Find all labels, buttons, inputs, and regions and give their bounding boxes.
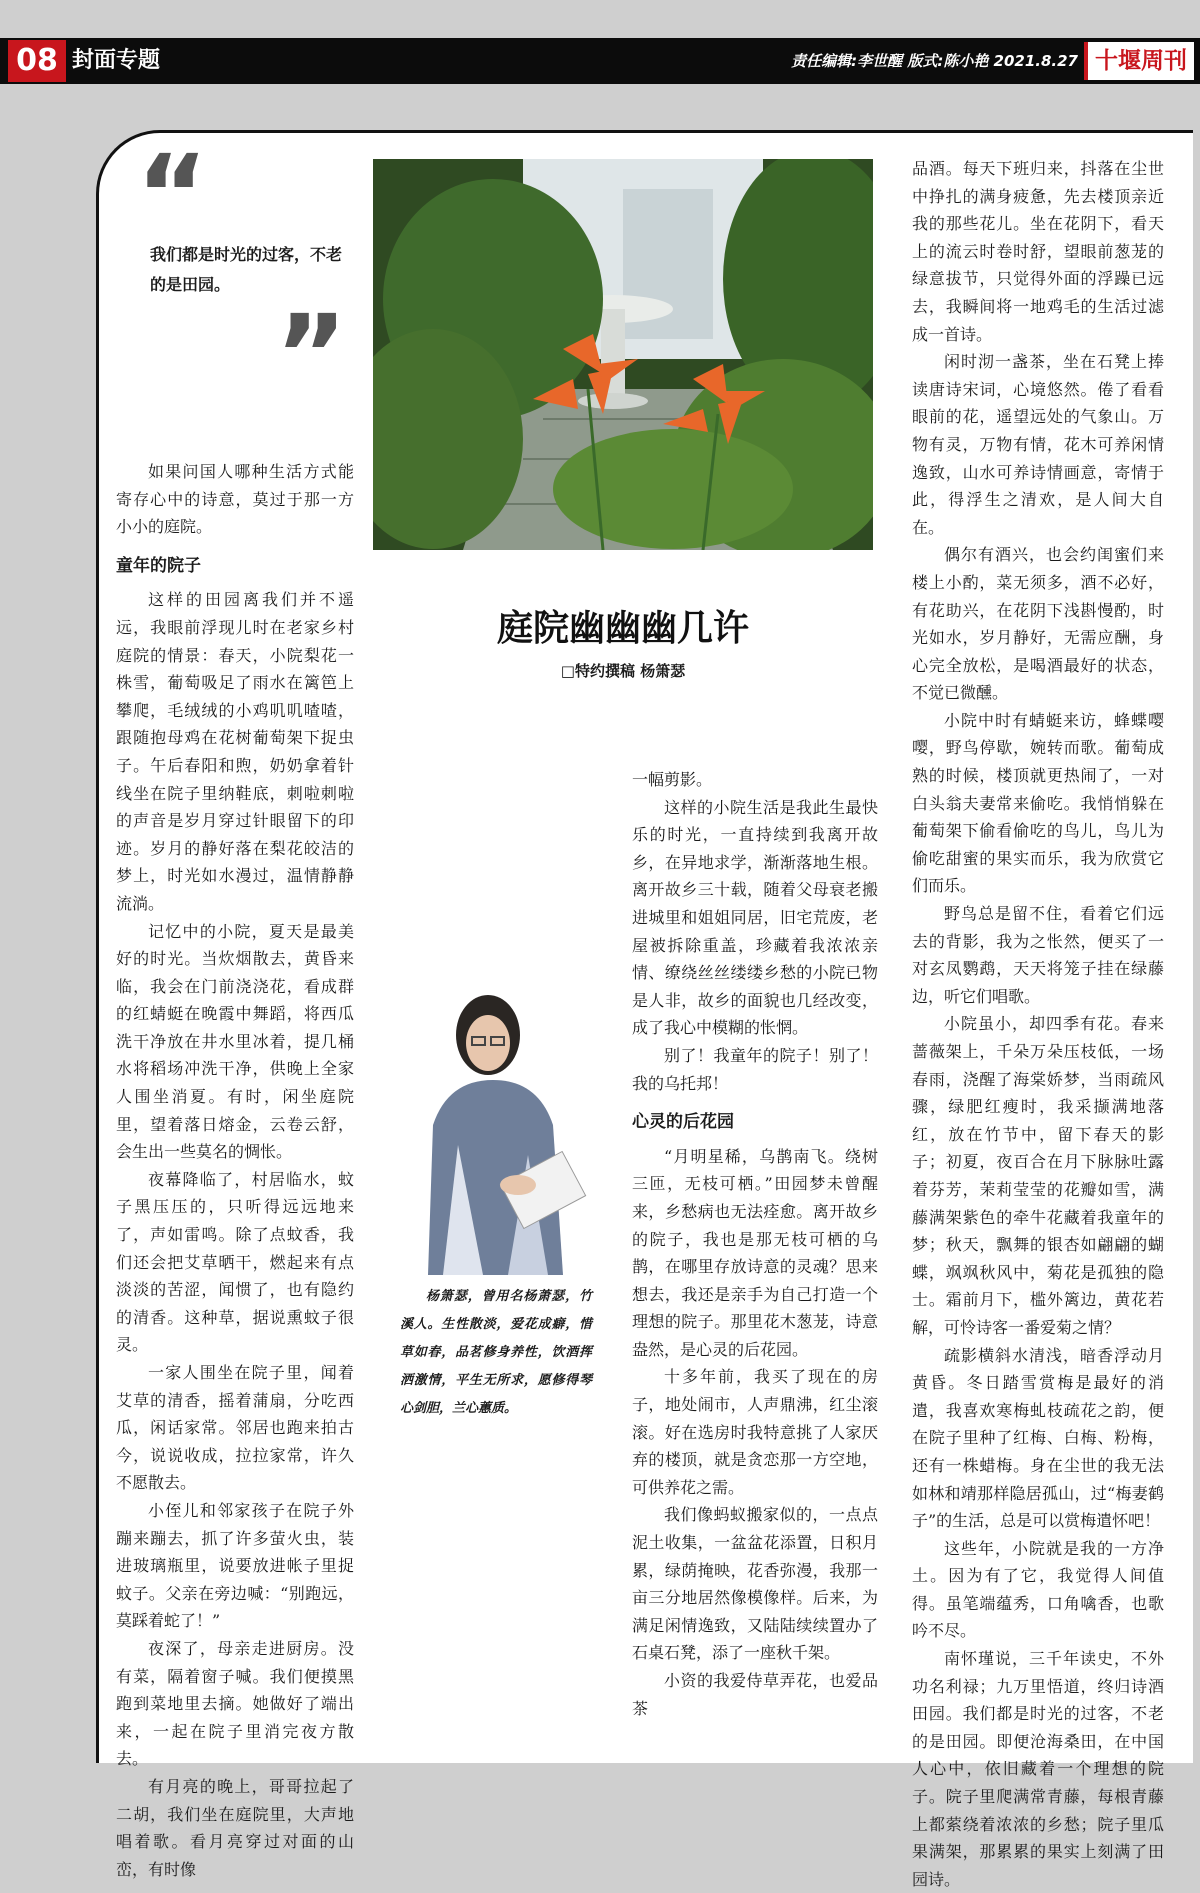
column-2 bbox=[632, 766, 878, 1722]
paragraph: 别了！我童年的院子！别了！我的乌托邦！ bbox=[632, 1045, 878, 1093]
paragraph: 疏影横斜水清浅，暗香浮动月黄昏。冬日踏雪赏梅是最好的消遣，我喜欢寒梅虬枝疏花之韵，便在院子里种了红梅、白梅、粉梅，还有一株蜡梅。身在尘世的我无法如林和靖那样隐居孤山，过“梅妻鹤子”的生活，总是可以赏梅遣怀吧！ bbox=[912, 1345, 1164, 1531]
paragraph: 偶尔有酒兴，也会约闺蜜们来楼上小酌，菜无须多，酒不必好，有花助兴，在花阴下浅斟慢酌，时光如水，岁月静好，无需应酬，身心完全放松，是喝酒最好的状态，不觉已微醺。 bbox=[912, 545, 1164, 703]
column-3 bbox=[912, 155, 1164, 1893]
article-byline: □特约撰稿 杨箫瑟 bbox=[560, 662, 686, 680]
paragraph: 小侄儿和邻家孩子在院子外蹦来蹦去，抓了许多萤火虫，装进玻璃瓶里，说要放进帐子里捉蚊子。父亲在旁边喊：“别跑远，莫踩着蛇了！” bbox=[116, 1500, 354, 1631]
paragraph: 这样的小院生活是我此生最快乐的时光，一直持续到我离开故乡，在异地求学，渐渐落地生根。离开故乡三十载，随着父母衰老搬进城里和姐姐同居，旧宅荒废，老屋被拆除重盖，珍藏着我浓浓亲情、缭绕丝丝缕缕乡愁的小院已物是人非，故乡的面貌也几经改变，成了我心中模糊的怅惘。 bbox=[632, 797, 878, 1038]
intro-paragraph: 如果问国人哪种生活方式能寄存心中的诗意，莫过于那一方小小的庭院。 bbox=[116, 462, 354, 537]
brand-logo: 十堰周刊 bbox=[1088, 42, 1194, 80]
paragraph: 一家人围坐在院子里，闻着艾草的清香，摇着蒲扇，分吃西瓜，闲话家常。邻居也跑来拍古今，说说收成，拉拉家常，许久不愿散去。 bbox=[116, 1363, 354, 1493]
paragraph: 南怀瑾说，三千年读史，不外功名利禄；九万里悟道，终归诗酒田园。我们都是时光的过客，不老的是田园。即便沧海桑田，在中国人心中，依旧藏着一个理想的院子。院子里爬满常青藤，每根青藤上都萦绕着浓浓的乡愁；院子里瓜果满架，那累累的果实上刻满了田园诗。 bbox=[912, 1649, 1164, 1889]
author-portrait bbox=[388, 975, 603, 1275]
page-number: 08 bbox=[8, 40, 66, 82]
author-caption bbox=[400, 1283, 592, 1423]
paragraph: 小院中时有蜻蜓来访，蜂蝶嘤嘤，野鸟停歇，婉转而歌。葡萄成熟的时候，楼顶就更热闹了，一对白头翁夫妻常来偷吃。我悄悄躲在葡萄架下偷看偷吃的鸟儿，鸟儿为偷吃甜蜜的果实而乐，我为欣赏它们而乐。 bbox=[912, 710, 1164, 896]
pull-quote: 我们都是时光的过客，不老的是田园。 bbox=[150, 245, 343, 294]
paragraph: 小资的我爱侍草弄花，也爱品茶 bbox=[632, 1671, 878, 1718]
paragraph: 夜幕降临了，村居临水，蚊子黑压压的，只听得远远地来了，声如雷鸣。除了点蚊香，我们还会把艾草晒干，燃起来有点淡淡的苦涩，闻惯了，也有隐约的清香。这种草，据说熏蚊子很灵。 bbox=[116, 1169, 354, 1355]
paragraph: 品酒。每天下班归来，抖落在尘世中挣扎的满身疲惫，先去楼顶亲近我的那些花儿。坐在花阴下，看天上的流云时卷时舒，望眼前葱茏的绿意拔节，只觉得外面的浮躁已远去，我瞬间将一地鸡毛的生活过滤成一首诗。 bbox=[912, 159, 1164, 344]
section-heading-childhood: 童年的院子 bbox=[116, 555, 201, 576]
section-heading-garden: 心灵的后花园 bbox=[632, 1112, 734, 1133]
paragraph: 记忆中的小院，夏天是最美好的时光。当炊烟散去，黄昏来临，我会在门前浇浇花，看成群的红蜻蜓在晚霞中舞蹈，将西瓜洗干净放在井水里冰着，提几桶水将稻场冲洗干净，供晚上全家人围坐消夏。有时，闲坐庭院里，望着落日熔金，云卷云舒，会生出一些莫名的惆怅。 bbox=[116, 921, 354, 1162]
open-quote-icon: “ bbox=[136, 131, 209, 259]
paragraph: “月明星稀，乌鹊南飞。绕树三匝，无枝可栖。”田园梦未曾醒来，乡愁病也无法痊愈。离开故乡的院子，我也是那无枝可栖的乌鹊，在哪里存放诗意的灵魂？思来想去，我还是亲手为自己打造一个理想的院子。那里花木葱茏，诗意盎然，是心灵的后花园。 bbox=[632, 1146, 878, 1359]
editor-line: 责任编辑:李世醒 版式:陈小艳 2021.8.27 bbox=[791, 52, 1078, 70]
paragraph: 一幅剪影。 bbox=[632, 770, 713, 789]
paragraph: 野鸟总是留不住，看着它们远去的背影，我为之怅然，便买了一对玄凤鹦鹉，天天将笼子挂在绿藤边，听它们唱歌。 bbox=[912, 904, 1164, 1006]
paragraph: 闲时沏一盏茶，坐在石凳上捧读唐诗宋词，心境悠然。倦了看看眼前的花，遥望远处的气象山。万物有灵，万物有情，花木可养闲情逸致，山水可养诗情画意，寄情于此，得浮生之清欢，是人间大自在。 bbox=[912, 352, 1164, 537]
paragraph: 这些年，小院就是我的一方净土。因为有了它，我觉得人间值得。虽笔端蕴秀，口角噙香，也歌吟不尽。 bbox=[912, 1538, 1164, 1641]
column-1 bbox=[116, 458, 354, 1883]
paragraph: 我们像蚂蚁搬家似的，一点点泥土收集，一盆盆花添置，日积月累，绿荫掩映，花香弥漫，我那一亩三分地居然像模像样。后来，为满足闲情逸致，又陆陆续续置办了石桌石凳，添了一座秋千架。 bbox=[632, 1505, 878, 1663]
paragraph: 小院虽小，却四季有花。春来蔷薇架上，千朵万朵压枝低，一场春雨，浇醒了海棠娇梦，当雨疏风骤，绿肥红瘦时，我采撷满地落红，放在竹节中，留下春天的影子；初夏，夜百合在月下脉脉吐露着芬芳，茉莉莹莹的花瓣如雪，满藤满架紫色的牵牛花藏着我童年的梦；秋天，飘舞的银杏如翩翩的蝴蝶，飒飒秋风中，菊花是孤独的隐士。霜前月下，槛外篱边，黄花若解，可怜诗客一番爱菊之情？ bbox=[912, 1014, 1164, 1337]
paragraph: 十多年前，我买了现在的房子，地处闹市，人声鼎沸，红尘滚滚。好在选房时我特意挑了人家厌弃的楼顶，就是贪恋那一方空地，可供养花之需。 bbox=[632, 1367, 878, 1497]
section-title: 封面专题 bbox=[72, 48, 161, 73]
paragraph: 夜深了，母亲走进厨房。没有菜，隔着窗子喊。我们便摸黑跑到菜地里去摘。她做好了端出来，一起在院子里消完夜方散去。 bbox=[116, 1638, 354, 1769]
author-bio: 杨箫瑟，曾用名杨萧瑟，竹溪人。生性散淡，爱花成癖，惜草如春，品茗修身养性，饮酒挥洒激情，平生无所求，愿修得琴心剑胆，兰心蕙质。 bbox=[400, 1289, 592, 1416]
paragraph: 这样的田园离我们并不遥远，我眼前浮现儿时在老家乡村庭院的情景：春天，小院梨花一株雪，葡萄吸足了雨水在篱笆上攀爬，毛绒绒的小鸡叽叽喳喳，跟随抱母鸡在花树葡萄架下捉虫子。午后春阳和煦，奶奶拿着针线坐在院子里纳鞋底，刺啦刺啦的声音是岁月穿过针眼留下的印迹。岁月的静好落在梨花皎洁的梦上，时光如水漫过，温情静静流淌。 bbox=[116, 590, 354, 913]
garden-photo bbox=[373, 159, 873, 550]
close-quote-icon: ” bbox=[275, 291, 348, 419]
paragraph: 有月亮的晚上，哥哥拉起了二胡，我们坐在庭院里，大声地唱着歌。看月亮穿过对面的山峦，有时像 bbox=[116, 1776, 354, 1879]
article-title: 庭院幽幽幽几许 bbox=[496, 607, 749, 649]
